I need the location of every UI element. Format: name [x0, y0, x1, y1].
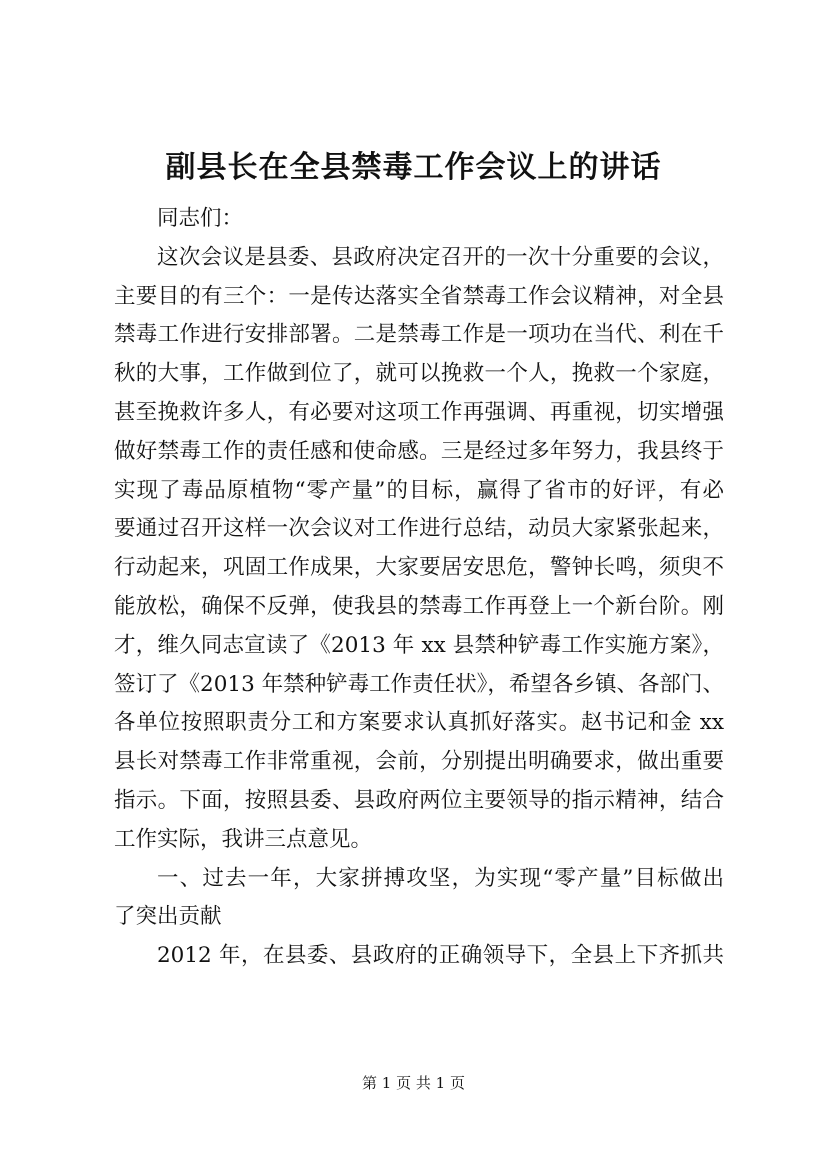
paragraph-line: 各单位按照职责分工和方案要求认真抓好落实。赵书记和金 xx	[114, 710, 724, 736]
paragraph-line: 签订了《2013 年禁种铲毒工作责任状》，希望各乡镇、各部门、	[114, 671, 724, 697]
paragraph-line: 能放松，确保不反弹，使我县的禁毒工作再登上一个新台阶。刚	[114, 593, 724, 619]
paragraph-line: 要通过召开这样一次会议对工作进行总结，动员大家紧张起来，	[114, 516, 724, 542]
paragraph-line: 秋的大事，工作做到位了，就可以挽救一个人，挽救一个家庭，	[114, 361, 724, 387]
section-heading-line: 了突出贡献	[114, 904, 222, 930]
paragraph-line: 禁毒工作进行安排部署。二是禁毒工作是一项功在当代、利在千	[114, 322, 724, 348]
paragraph-line: 甚至挽救许多人，有必要对这项工作再强调、再重视，切实增强	[114, 399, 724, 425]
paragraph-line: 主要目的有三个：一是传达落实全省禁毒工作会议精神，对全县	[114, 283, 724, 309]
paragraph-line: 2012 年，在县委、县政府的正确领导下，全县上下齐抓共	[157, 943, 724, 969]
paragraph-line: 实现了毒品原植物“零产量”的目标，赢得了省市的好评，有必	[114, 477, 724, 503]
paragraph-line: 工作实际，我讲三点意见。	[114, 826, 373, 852]
greeting-line: 同志们：	[157, 206, 244, 231]
paragraph-line: 行动起来，巩固工作成果，大家要居安思危，警钟长鸣，须臾不	[114, 555, 724, 581]
document-title: 副县长在全县禁毒工作会议上的讲话	[165, 150, 662, 185]
paragraph-line: 才，维久同志宣读了《2013 年 xx 县禁种铲毒工作实施方案》，	[114, 632, 724, 658]
section-heading-line: 一、过去一年，大家拼搏攻坚，为实现“零产量”目标做出	[157, 865, 724, 891]
document-body	[114, 200, 724, 976]
paragraph-line: 指示。下面，按照县委、县政府两位主要领导的指示精神，结合	[114, 787, 724, 813]
paragraph-line: 这次会议是县委、县政府决定召开的一次十分重要的会议，	[157, 244, 724, 270]
page-number-footer: 第 1 页 共 1 页	[362, 1074, 465, 1092]
paragraph-line: 县长对禁毒工作非常重视，会前，分别提出明确要求，做出重要	[114, 749, 724, 775]
paragraph-line: 做好禁毒工作的责任感和使命感。三是经过多年努力，我县终于	[114, 438, 724, 464]
